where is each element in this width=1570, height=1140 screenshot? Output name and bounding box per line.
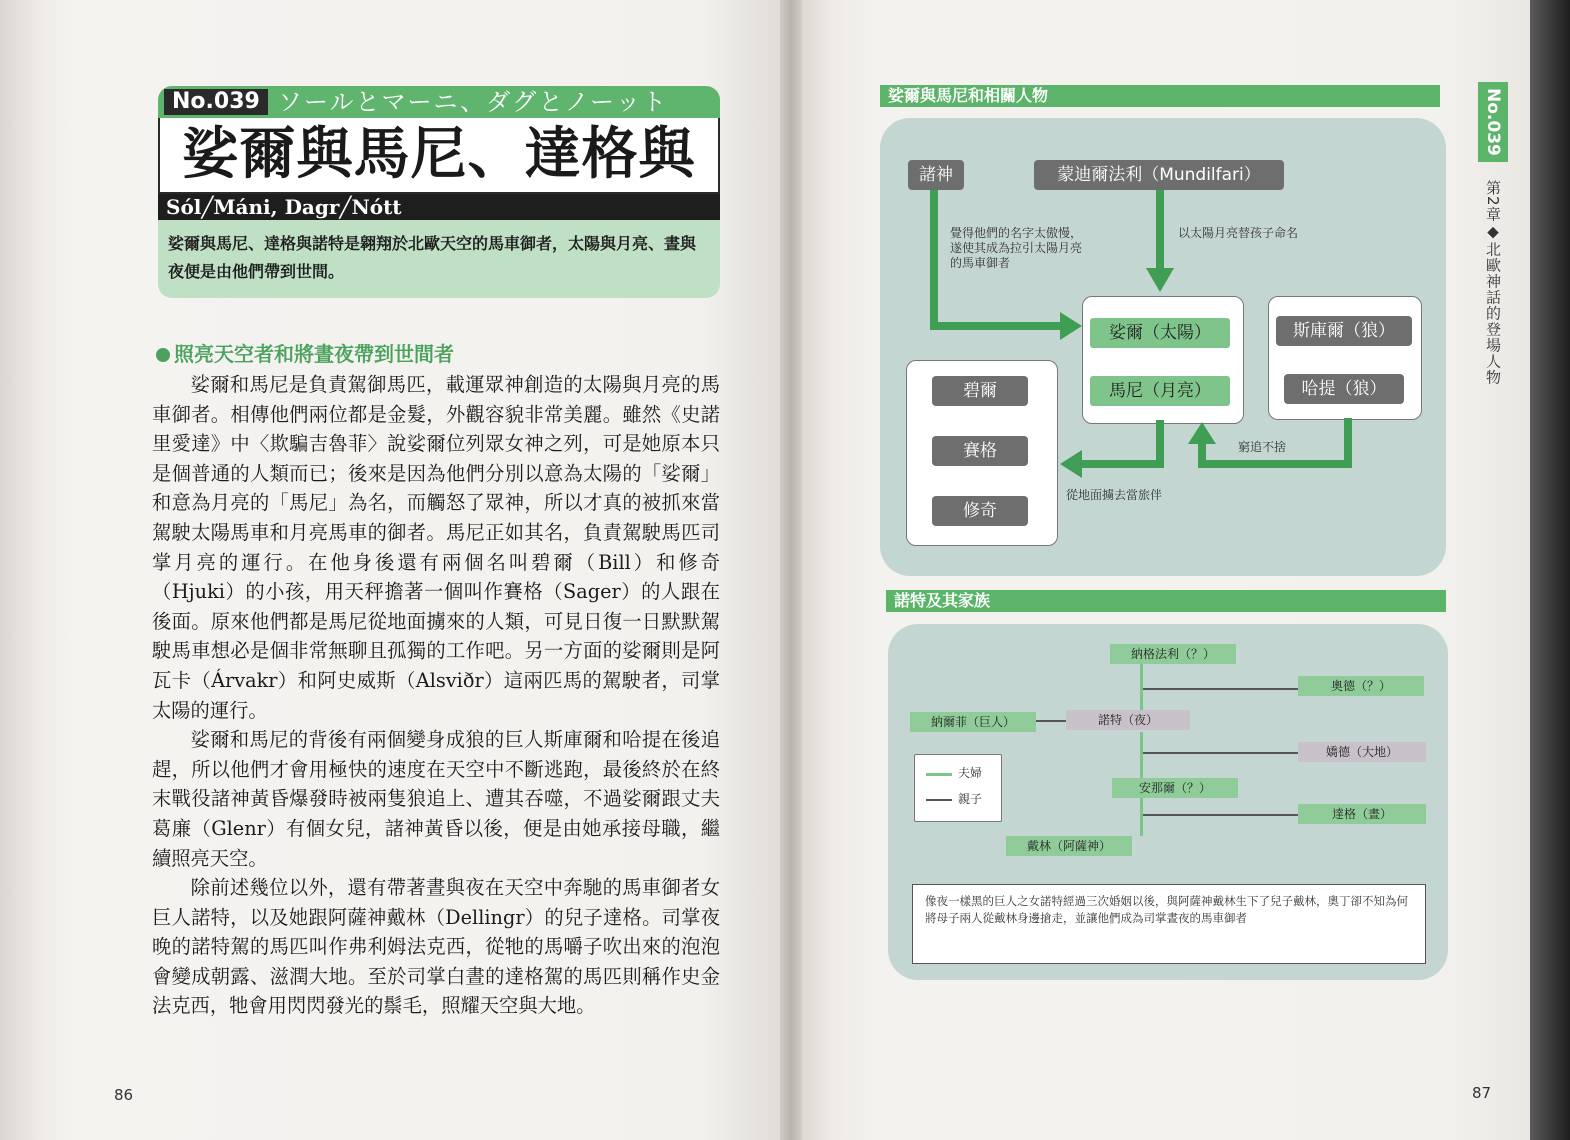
- arrow-gods-right: [930, 322, 1064, 330]
- dagr-tag: 達格（晝）: [1298, 804, 1426, 824]
- page-number-left: 86: [114, 1086, 134, 1104]
- spouse-line-dark: [1036, 720, 1066, 722]
- arrow-chase-up: [1198, 440, 1206, 468]
- section-heading-text: 照亮天空者和將晝夜帶到世間者: [174, 342, 454, 366]
- latin-title: Sól╱Máni, Dagr╱Nótt: [158, 194, 720, 220]
- legend-box: [914, 754, 1002, 822]
- section-heading: [156, 340, 454, 368]
- gods-tag: 諸神: [908, 160, 964, 190]
- note-gods: 覺得他們的名字太傲慢，遂使其成為拉引太陽月亮的馬車御者: [950, 226, 1083, 270]
- diagram2-heading: 諾特及其家族: [886, 590, 1446, 612]
- arrow-mundilfari-down: [1156, 190, 1164, 272]
- paragraph: 娑爾和馬尼是負責駕御馬匹，載運眾神創造的太陽與月亮的馬車御者。相傳他們兩位都是金髮，外觀容貌非常美麗。雖然《史諾里愛達》中〈欺騙吉魯菲〉說娑爾位列眾女神之列，可是她原本只是個普通的人類而已；後來是因為他們分別以意為太陽的「娑爾」和意為月亮的「馬尼」為名，而觸怒了眾神，所以才真的被抓來當駕駛太陽馬車和月亮馬車的御者。馬尼正如其名，負責駕駛馬匹司掌月亮的運行。在他身後還有兩個名叫碧爾（Bill）和修奇（Hjuki）的小孩，用天秤擔著一個叫作賽格（Sager）的人跟在後面。原來他們都是馬尼從地面擄來的人類，可見日復一日默默駕駛馬車想必是個非常無聊且孤獨的工作吧。另一方面的娑爾則是阿瓦卡（Árvakr）和阿史威斯（Alsviðr）這兩匹馬的駕駛者，司掌太陽的運行。: [152, 373, 720, 722]
- japanese-subtitle: ソールとマーニ、ダグとノーット: [278, 88, 668, 116]
- bill-tag: 碧爾: [932, 376, 1028, 406]
- sol-tag: 娑爾（太陽）: [1090, 318, 1230, 348]
- child-line: [1143, 688, 1299, 690]
- spouse-line: [1140, 732, 1143, 782]
- nott-tag: 諾特（夜）: [1066, 710, 1190, 730]
- arrow-abduct-left: [1080, 460, 1164, 468]
- child-line: [1143, 814, 1299, 816]
- summary-text: 娑爾與馬尼、達格與諾特是翱翔於北歐天空的馬車御者，太陽與月亮、晝與夜便是由他們帶到世間。: [158, 220, 720, 298]
- diagram2-note: 像夜一樣黑的巨人之女諾特經過三次婚姻以後，與阿薩神戴林生下了兒子戴林，奧丁卻不知為何將母子兩人從戴林身邊搶走，並讓他們成為司掌晝夜的馬車御者: [912, 884, 1426, 964]
- legend-spouse: 夫婦: [958, 766, 983, 780]
- mundilfari-tag: 蒙迪爾法利（Mundilfari）: [1034, 160, 1284, 190]
- legend-child: 親子: [958, 792, 983, 806]
- body-text: [152, 370, 720, 1021]
- narfi-tag: 納格法利（？）: [1110, 644, 1236, 664]
- skoll-tag: 斯庫爾（狼）: [1276, 316, 1412, 346]
- arrow-head-left-icon: [1060, 450, 1082, 478]
- title-header-bar: [158, 86, 720, 118]
- arrow-head-up-icon: [1188, 422, 1216, 444]
- diagram1-heading: 娑爾與馬尼和相關人物: [880, 85, 1440, 107]
- chapter-vertical-title: 第2章◆北歐神話的登場人物: [1484, 180, 1502, 386]
- book-edge: [1530, 0, 1570, 1140]
- arrow-head-down-icon: [1146, 268, 1174, 292]
- arrow-chase-left: [1198, 460, 1352, 468]
- number-badge: No.039: [164, 89, 268, 115]
- book-gutter: [780, 0, 802, 1140]
- sager-tag: 賽格: [932, 436, 1028, 466]
- hati-tag: 哈提（狼）: [1284, 374, 1404, 404]
- arrow-gods-down: [930, 190, 938, 330]
- legend-child-swatch: [926, 799, 952, 801]
- paragraph: 娑爾和馬尼的背後有兩個變身成狼的巨人斯庫爾和哈提在後追趕，所以他們才會用極快的速度在天空中不斷逃跑，最後終於在終末戰役諸神黃昏爆發時被兩隻狼追上、遭其吞噬，不過娑爾跟丈夫葛廉（Glenr）有個女兒，諸神黃昏以後，便是由她承接母職，繼續照亮天空。: [152, 728, 720, 870]
- note-name: 以太陽月亮替孩子命名: [1178, 226, 1299, 240]
- jord-tag: 嬌德（大地）: [1298, 742, 1426, 762]
- legend-spouse-swatch: [926, 773, 952, 776]
- hjuki-tag: 修奇: [932, 496, 1028, 526]
- chapter-tab-number: No.039: [1478, 82, 1508, 162]
- child-line: [1143, 752, 1299, 754]
- norvi-tag: 納爾菲（巨人）: [910, 712, 1036, 732]
- paragraph: 除前述幾位以外，還有帶著晝與夜在天空中奔馳的馬車御者女巨人諾特，以及她跟阿薩神戴林（Dellingr）的兒子達格。司掌夜晚的諾特駕的馬匹叫作弗利姆法克西，從牠的馬嚼子吹出來的泡泡會變成朝露、滋潤大地。至於司掌白晝的達格駕的馬匹則稱作史金法克西，牠會用閃閃發光的鬃毛，照耀天空與大地。: [152, 876, 720, 1018]
- mani-tag: 馬尼（月亮）: [1090, 376, 1230, 406]
- page-title: 娑爾與馬尼、達格與: [158, 118, 720, 194]
- spouse-line: [1140, 796, 1143, 836]
- abduct-label: 從地面擄去當旅伴: [1066, 488, 1163, 502]
- dellingr-tag: 戴林（阿薩神）: [1006, 836, 1132, 856]
- annar-tag: 安那爾（？）: [1112, 778, 1238, 798]
- title-box: [158, 86, 720, 298]
- arrow-head-right-icon: [1060, 312, 1082, 340]
- bullet-dot-icon: [156, 348, 170, 362]
- aud-tag: 奧德（？）: [1298, 676, 1424, 696]
- page-number-right: 87: [1472, 1084, 1492, 1102]
- chase-label: 窮追不捨: [1238, 440, 1287, 454]
